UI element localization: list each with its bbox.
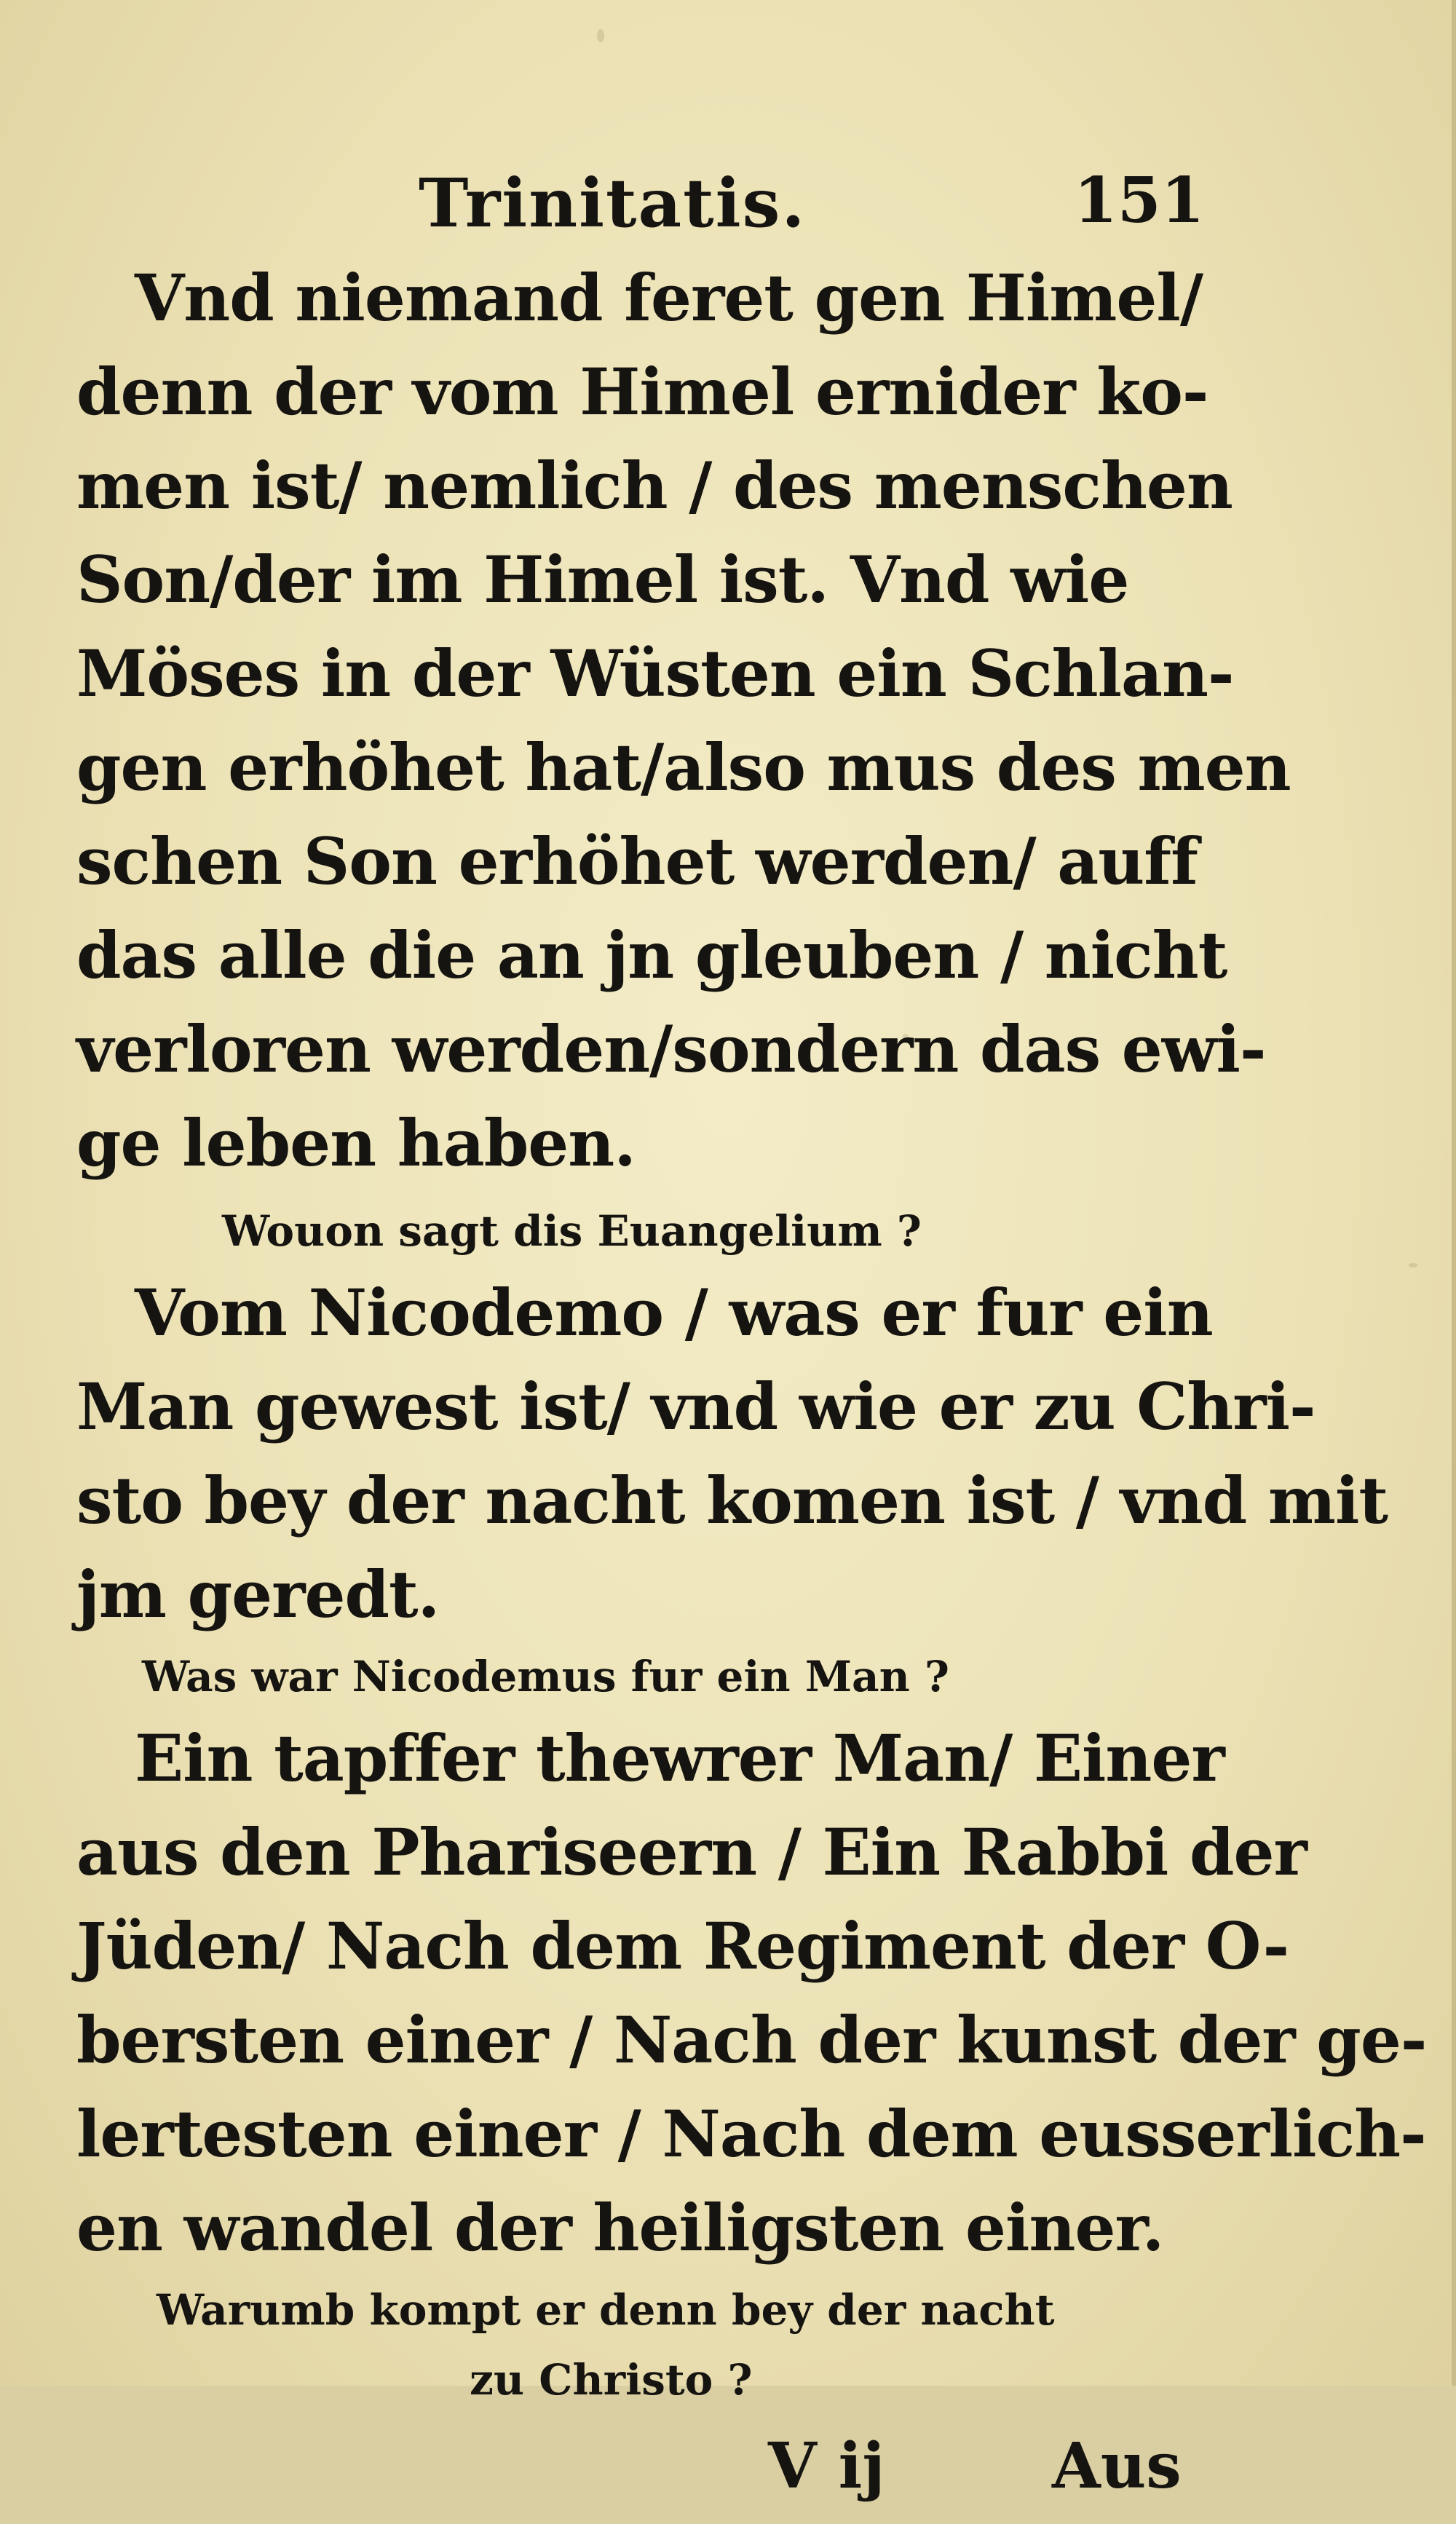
page-number: 151 [1074, 164, 1205, 237]
text-line: Man gewest ist/ vnd wie er zu Chri- [76, 1369, 1315, 1444]
text-line: en wandel der heiligsten einer. [76, 2190, 1164, 2266]
text-line: lertesten einer / Nach dem eusserlich- [76, 2096, 1426, 2172]
page-footer [76, 2422, 1212, 2524]
question-heading-continued: zu Christo ? [470, 2355, 753, 2405]
page-header [76, 149, 1212, 251]
question-heading: Was war Nicodemus fur ein Man ? [142, 1652, 949, 1701]
text-line: schen Son erhöhet werden/ auff [76, 823, 1198, 899]
paper-stain [1409, 1263, 1417, 1267]
question-heading: Warumb kompt er denn bey der nacht [157, 2285, 1055, 2335]
text-line: aus den Phariseern / Ein Rabbi der [76, 1814, 1307, 1890]
text-line: ge leben haben. [76, 1105, 636, 1181]
text-line: Vnd niemand feret gen Himel/ [135, 260, 1203, 336]
page-text [76, 149, 1427, 2524]
text-line: Ein tapffer thewrer Man/ Einer [135, 1720, 1224, 1796]
text-line: denn der vom Himel ernider ko- [76, 354, 1208, 430]
running-title: Trinitatis. [419, 164, 807, 242]
paragraph-3 [76, 1712, 1427, 2275]
paragraph-2 [76, 1266, 1388, 1642]
text-line: bersten einer / Nach der kunst der ge- [76, 2002, 1427, 2078]
text-line: gen erhöhet hat/also mus des men [76, 729, 1291, 805]
paper-stain [597, 29, 604, 42]
text-line: Son/der im Himel ist. Vnd wie [76, 542, 1129, 617]
catchword: Aus [1052, 2429, 1182, 2503]
text-line: Jüden/ Nach dem Regiment der O- [76, 1908, 1289, 1984]
text-line: das alle die an jn gleuben / nicht [76, 917, 1227, 993]
signature-mark: V ij [768, 2429, 885, 2503]
paragraph-1 [76, 251, 1291, 1190]
text-line: jm geredt. [76, 1556, 440, 1632]
text-line: verloren werden/sondern das ewi- [76, 1011, 1266, 1087]
text-line: Vom Nicodemo / was er fur ein [135, 1275, 1213, 1350]
text-line: sto bey der nacht komen ist / vnd mit [76, 1463, 1388, 1538]
text-line: men ist/ nemlich / des menschen [76, 448, 1233, 523]
question-heading: Wouon sagt dis Euangelium ? [222, 1206, 922, 1256]
text-line: Möses in der Wüsten ein Schlan- [76, 636, 1234, 711]
